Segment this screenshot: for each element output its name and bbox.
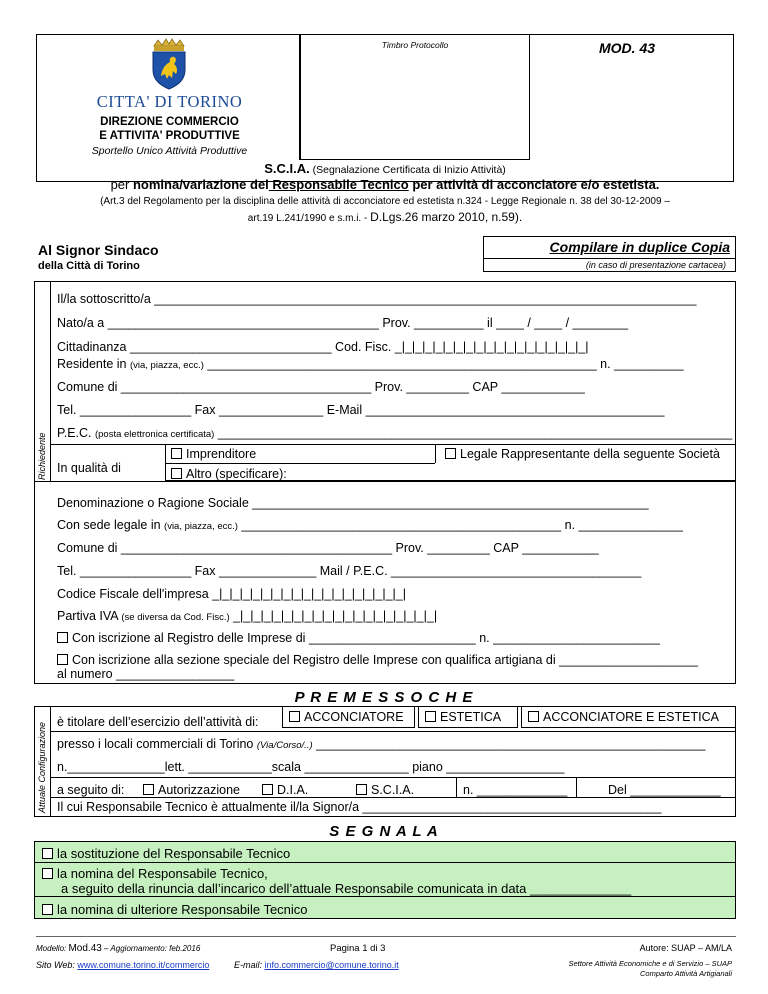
residente-field[interactable]: ________________________________________________________ n. __________ [203,357,684,371]
qualita-row-bottom [34,481,736,482]
sostituzione-label: la sostituzione del Responsabile Tecnico [57,846,291,861]
title-line4-b: D.Lgs.26 marzo 2010, n.59). [370,210,523,224]
city-crest-icon [148,38,190,90]
legale-label: Legale Rappresentante della seguente Società [460,447,720,461]
segnala-2[interactable] [42,866,268,881]
dia-checkbox[interactable] [262,784,273,795]
addressee-line1: Al Signor Sindaco [38,242,159,258]
registro-checkbox[interactable] [57,632,68,643]
sito-label: Sito Web: [36,960,78,970]
numero-line[interactable]: al numero _________________ [57,667,235,681]
artigiana-checkbox[interactable] [57,654,68,665]
title-line2 [36,177,734,192]
pec-note: (posta elettronica certificata) [94,429,215,440]
dia-label: D.I.A. [277,783,309,797]
opt-acconciatore-estetica[interactable] [528,710,719,724]
presso-label: presso i locali commerciali di Torino [57,737,257,751]
residente-line[interactable] [57,357,684,371]
estetica-label: ESTETICA [440,710,502,724]
premesso-heading: P R E M E S S O C H E [294,689,474,706]
title-line3: (Art.3 del Regolamento per la disciplina delle attività di acconciatore ed estetista n.324 - Legge Regionale n. 38 del 30-12-2009 – [100,196,670,207]
responsabile-attuale-line[interactable]: Il cui Responsabile Tecnico è attualmente il/la Signor/a ___________________________________________ [57,800,662,814]
sostituzione-checkbox[interactable] [42,848,53,859]
segnala-2b[interactable]: a seguito della rinuncia dall’incarico dell’attuale Responsabile comunicata in data ______________ [61,881,632,896]
sede-note: (via, piazza, ecc.) [164,521,238,532]
qualita-vert [435,444,436,463]
modello-label: Modello: [36,944,69,953]
registro-imprese-line[interactable] [57,631,660,645]
scia-label: S.C.I.A. [371,783,415,797]
opt-estetica[interactable] [425,710,501,724]
legale-checkbox[interactable] [445,448,456,459]
premesso-side-divider [50,706,51,817]
footer-modello [36,943,200,954]
registro-label[interactable]: Con iscrizione al Registro delle Imprese di ________________________ n. ________________________ [72,631,660,645]
presso-note: (Via/Corso/..) [256,740,313,751]
title-pre: per [110,177,133,192]
dept-line2: E ATTIVITA' PRODUTTIVE [99,130,240,142]
civico-line[interactable]: n.______________lett. ____________scala _______________ piano _________________ [57,760,565,774]
acconciatore-estetica-label: ACCONCIATORE E ESTETICA [543,710,719,724]
sede-label: Con sede legale in [57,518,165,532]
opt-altro[interactable] [171,467,287,481]
richiedente-side-divider [50,281,51,481]
title-line4 [36,210,734,224]
stamp-label: Timbro Protocollo [381,40,449,50]
residente-label: Residente in [57,357,130,371]
segnala-1[interactable] [42,846,290,861]
footer-settore2: Comparto Attività Artigianali [640,969,732,978]
nomina-checkbox[interactable] [42,868,53,879]
cittadinanza-line[interactable]: Cittadinanza _____________________________ Cod. Fisc. _|_|_|_|_|_|_|_|_|_|_|_|_|_|_|_|_|_|_| [57,340,589,354]
seguito-row-bottom [50,797,736,798]
n-field[interactable]: n. _____________ [463,783,568,797]
dept-sub: Sportello Unico Attività Produttive [91,145,248,157]
tel-sede-line[interactable]: Tel. ________________ Fax ______________ Mail / P.E.C. ____________________________________ [57,564,642,578]
copy-label: Compilare in duplice Copia [549,239,730,255]
scia-bold: S.C.I.A. [264,161,310,176]
autorizzazione-label: Autorizzazione [158,783,240,797]
footer-email [234,960,399,970]
stamp-box [300,34,530,160]
scia-rest: (Segnalazione Certificata di Inizio Attività) [309,164,506,176]
opt-autorizzazione[interactable] [143,783,240,797]
denominazione-line[interactable]: Denominazione o Ragione Sociale _________________________________________________________ [57,496,649,510]
nato-line[interactable]: Nato/a a _______________________________________ Prov. __________ il ____ / ____ / ________ [57,316,629,330]
opt-imprenditore[interactable] [171,447,256,461]
imprenditore-label: Imprenditore [186,447,257,461]
pec-line[interactable] [57,426,732,440]
footer-settore1: Settore Attività Economiche e di Servizio – SUAP [568,959,732,968]
ulteriore-label: la nomina di ulteriore Responsabile Tecnico [57,902,308,917]
opt-scia[interactable] [356,783,414,797]
artigiana-label[interactable]: Con iscrizione alla sezione speciale del Registro delle Imprese con qualifica artigiana di ____________________ [72,653,699,667]
copy-sub: (in caso di presentazione cartacea) [585,260,726,270]
sede-line[interactable] [57,518,683,532]
title-b2: per attività di acconciatore e/o estetista. [408,177,660,192]
title-b1: nomina/variazione del [132,177,269,192]
footer-pagina: Pagina 1 di 3 [330,943,386,954]
codice-fiscale-impresa-line[interactable]: Codice Fiscale dell'impresa _|_|_|_|_|_|_|_|_|_|_|_|_|_|_|_|_|_|_| [57,587,407,601]
acconciatore-estetica-checkbox[interactable] [528,711,539,722]
opt-dia[interactable] [262,783,308,797]
sede-field[interactable]: ______________________________________________ n. _______________ [237,518,683,532]
presso-line[interactable] [57,737,705,751]
title-underlined: Responsabile Tecnico [268,177,409,192]
comune-line[interactable]: Comune di ____________________________________ Prov. _________ CAP ____________ [57,380,585,394]
email-link[interactable]: info.commercio@comune.torino.it [264,960,399,970]
segnala-3[interactable] [42,902,308,917]
footer-sito [36,960,209,970]
qualita-divider [165,463,435,464]
scia-checkbox[interactable] [356,784,367,795]
modello-value: Mod.43 [68,943,102,954]
richiedente-side-label: Richiedente [37,432,47,480]
mod-label: MOD. 43 [599,40,656,56]
premesso-row1-bottom [50,731,736,732]
residente-note: (via, piazza, ecc.) [129,360,204,371]
registro-artigiana-line[interactable] [57,653,698,667]
in-qualita-label: In qualità di [57,461,121,475]
segnala-heading: S E G N A L A [329,823,439,840]
footer-rule [36,936,736,937]
aggiornamento: – Aggiornamento: feb.2016 [101,944,201,953]
titolare-label: è titolare dell’esercizio dell’attività di: [57,715,259,729]
piva-note: (se diversa da Cod. Fisc.) [121,612,230,623]
sito-link[interactable]: www.comune.torino.it/commercio [77,960,210,970]
piva-label: Partiva IVA [57,609,122,623]
seguito-vert2 [576,777,577,797]
acconciatore-checkbox[interactable] [289,711,300,722]
autorizzazione-checkbox[interactable] [143,784,154,795]
opt-acconciatore[interactable] [289,710,404,724]
pec-label: P.E.C. [57,426,95,440]
premesso-side-label: Attuale Configurazione [37,721,47,813]
seguito-row-top [50,777,736,778]
del-field[interactable]: Del _____________ [608,783,721,797]
opt-legale[interactable] [445,447,720,461]
dept-line1: DIREZIONE COMMERCIO [100,116,239,128]
imprenditore-checkbox[interactable] [171,448,182,459]
acconciatore-label: ACCONCIATORE [304,710,404,724]
seguito-label: a seguito di: [57,783,125,797]
title-line4-a: art.19 L.241/1990 e s.m.i. - [247,213,371,224]
altro-label: Altro (specificare): [186,467,287,481]
seguito-vert1 [456,777,457,797]
pec-field[interactable]: __________________________________________________________________________ [214,426,733,440]
nomina-label: la nomina del Responsabile Tecnico, [57,866,268,881]
piva-field[interactable]: _|_|_|_|_|_|_|_|_|_|_|_|_|_|_|_|_|_|_|_| [229,609,438,623]
title-line1 [36,161,734,176]
ulteriore-checkbox[interactable] [42,904,53,915]
email-label: E-mail: [234,960,265,970]
city-logo-text: CITTA' DI TORINO [96,92,243,111]
sottoscritto-line[interactable]: Il/la sottoscritto/a ______________________________________________________________________________ [57,292,697,306]
altro-checkbox[interactable] [171,468,182,479]
partita-iva-line[interactable] [57,609,437,623]
presso-field[interactable]: ________________________________________________________ [312,737,706,751]
estetica-checkbox[interactable] [425,711,436,722]
tel-line[interactable]: Tel. ________________ Fax _______________ E-Mail ___________________________________________ [57,403,665,417]
comune-sede-line[interactable]: Comune di _______________________________________ Prov. _________ CAP ___________ [57,541,599,555]
footer-autore: Autore: SUAP – AM/LA [639,943,732,953]
addressee-line2: della Città di Torino [38,260,140,272]
copy-divider [483,258,736,259]
